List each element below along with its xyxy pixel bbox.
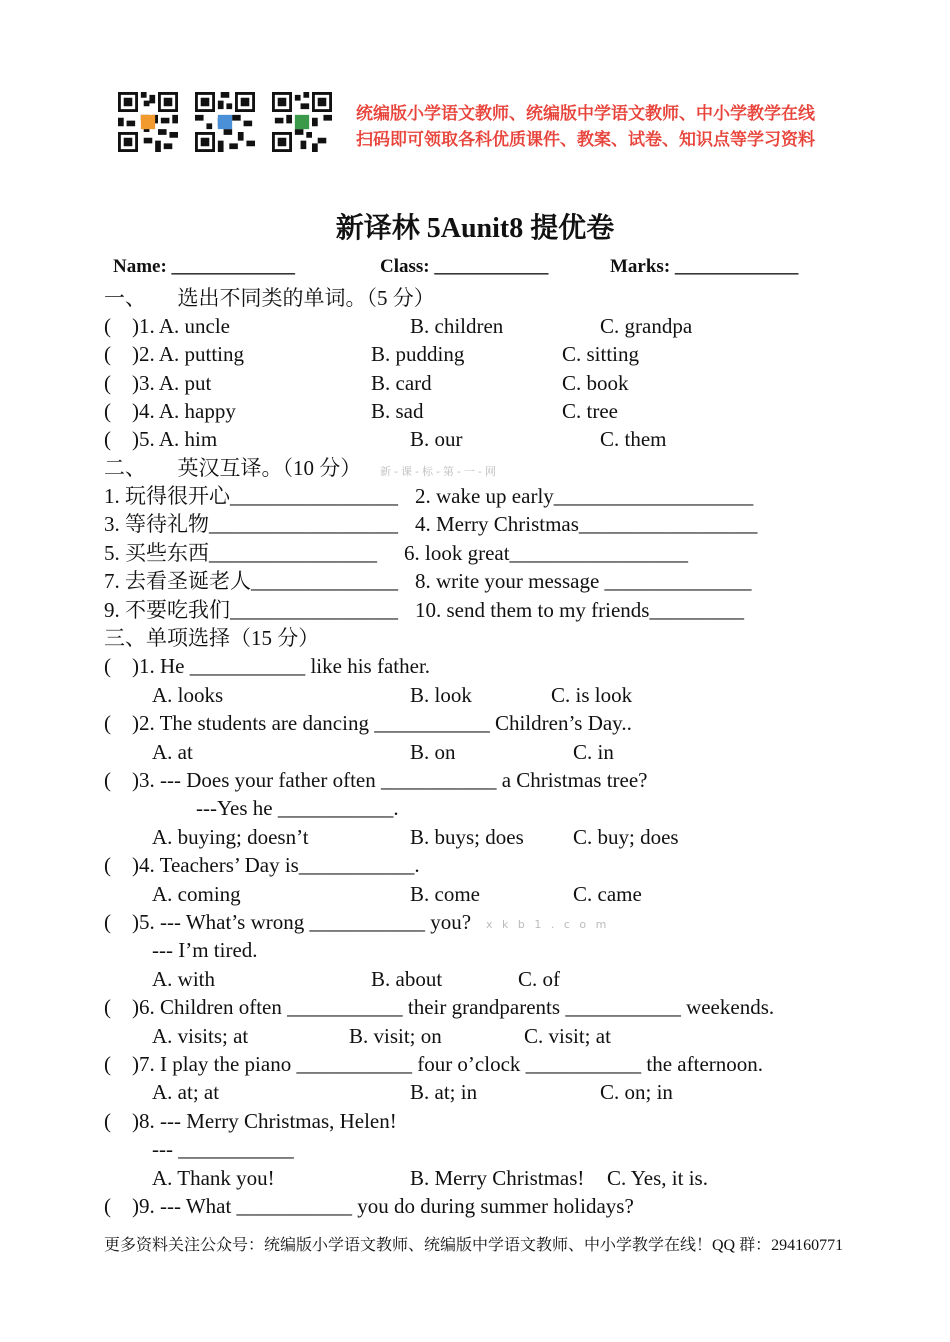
s1-q2-option-c: C. sitting	[562, 342, 640, 366]
s3-q6-option-b: B. visit; on	[349, 1024, 442, 1048]
s3-q8-option-c: C. Yes, it is.	[607, 1166, 708, 1190]
s2-item-1: 1. 玩得很开心________________	[104, 484, 398, 508]
s1-q1-option-c: C. grandpa	[600, 314, 693, 338]
s1-q1-option-a: ( )1. A. uncle	[104, 314, 230, 338]
s1-q3-option-a: ( )3. A. put	[104, 371, 212, 395]
class-field: Class: ____________	[380, 256, 549, 277]
section3-heading: 三、单项选择（15 分）	[104, 626, 320, 650]
s3-q4-option-c: C. came	[573, 882, 642, 906]
s3-q3-option-a: A. buying; doesn’t	[152, 825, 309, 849]
s3-q2-option-c: C. in	[573, 740, 614, 764]
s1-q3-option-b: B. card	[371, 371, 432, 395]
s3-q3-sub: ---Yes he ___________.	[196, 796, 399, 820]
s3-q6-stem: ( )6. Children often ___________ their grandparents ___________ weekends.	[104, 995, 775, 1019]
s3-q8-option-a: A. Thank you!	[152, 1166, 275, 1190]
qr-code-2	[195, 92, 255, 152]
s3-q1-option-c: C. is look	[551, 683, 633, 707]
s3-q1-option-a: A. looks	[152, 683, 224, 707]
s1-q1-option-b: B. children	[410, 314, 504, 338]
s3-q7-option-c: C. on; in	[600, 1080, 673, 1104]
s3-q8-option-b: B. Merry Christmas!	[410, 1166, 585, 1190]
s2-item-8: 8. write your message ______________	[415, 569, 752, 593]
s3-q9-stem: ( )9. --- What ___________ you do during summer holidays?	[104, 1194, 634, 1218]
s2-item-7: 7. 去看圣诞老人______________	[104, 569, 398, 593]
s2-item-9: 9. 不要吃我们________________	[104, 598, 398, 622]
s3-q4-option-a: A. coming	[152, 882, 241, 906]
promo-banner-line1: 统编版小学语文教师、统编版中学语文教师、中小学教学在线	[356, 104, 815, 124]
s3-q7-option-b: B. at; in	[410, 1080, 478, 1104]
s3-q2-option-b: B. on	[410, 740, 456, 764]
qr-code-1	[118, 92, 178, 152]
s3-q3-stem: ( )3. --- Does your father often ___________ a Christmas tree?	[104, 768, 648, 792]
s3-q5-option-b: B. about	[371, 967, 443, 991]
s2-item-4: 4. Merry Christmas_________________	[415, 512, 758, 536]
page-title: 新译林 5Aunit8 提优卷	[335, 213, 615, 244]
s3-q6-option-c: C. visit; at	[524, 1024, 611, 1048]
s1-q5-option-b: B. our	[410, 427, 463, 451]
s3-q3-option-b: B. buys; does	[410, 825, 524, 849]
s3-q4-stem: ( )4. Teachers’ Day is___________.	[104, 853, 420, 877]
s3-q1-option-b: B. look	[410, 683, 472, 707]
s1-q4-option-b: B. sad	[371, 399, 424, 423]
s3-q5-option-a: A. with	[152, 967, 215, 991]
s3-q5-sub: --- I’m tired.	[152, 938, 258, 962]
s3-q1-stem: ( )1. He ___________ like his father.	[104, 654, 431, 678]
s2-item-3: 3. 等待礼物__________________	[104, 512, 398, 536]
s3-q2-stem: ( )2. The students are dancing ___________ Children’s Day..	[104, 711, 632, 735]
s3-q8-sub: --- ___________	[152, 1137, 294, 1161]
name-field: Name: _____________	[113, 256, 296, 277]
watermark-url: x k b 1 . c o m	[486, 918, 610, 931]
promo-banner-line2: 扫码即可领取各科优质课件、教案、试卷、知识点等学习资料	[356, 130, 815, 150]
s3-q6-option-a: A. visits; at	[152, 1024, 249, 1048]
watermark-text: 新-课-标-第-一-网	[380, 465, 499, 478]
s2-item-5: 5. 买些东西________________	[104, 541, 377, 565]
s2-item-2: 2. wake up early___________________	[415, 484, 754, 508]
s1-q4-option-c: C. tree	[562, 399, 618, 423]
s1-q4-option-a: ( )4. A. happy	[104, 399, 236, 423]
s3-q7-option-a: A. at; at	[152, 1080, 220, 1104]
s2-item-6: 6. look great_________________	[404, 541, 689, 565]
s1-q5-option-a: ( )5. A. him	[104, 427, 218, 451]
marks-field: Marks: _____________	[610, 256, 799, 277]
s1-q2-option-a: ( )2. A. putting	[104, 342, 244, 366]
footer-note: 更多资料关注公众号：统编版小学语文教师、统编版中学语文教师、中小学教学在线！QQ 群：294160771	[104, 1237, 844, 1254]
s3-q7-stem: ( )7. I play the piano ___________ four o’clock ___________ the afternoon.	[104, 1052, 764, 1076]
s3-q3-option-c: C. buy; does	[573, 825, 679, 849]
section1-heading: 一、 选出不同类的单词。（5 分）	[104, 286, 435, 310]
s3-q8-stem: ( )8. --- Merry Christmas, Helen!	[104, 1109, 397, 1133]
s3-q2-option-a: A. at	[152, 740, 193, 764]
s1-q2-option-b: B. pudding	[371, 342, 465, 366]
s2-item-10: 10. send them to my friends_________	[415, 598, 744, 622]
s3-q5-stem: ( )5. --- What’s wrong ___________ you?	[104, 910, 472, 934]
s1-q3-option-c: C. book	[562, 371, 629, 395]
s1-q5-option-c: C. them	[600, 427, 667, 451]
s3-q4-option-b: B. come	[410, 882, 480, 906]
s3-q5-option-c: C. of	[518, 967, 560, 991]
section2-heading: 二、 英汉互译。（10 分）	[104, 456, 362, 480]
qr-code-3	[272, 92, 332, 152]
